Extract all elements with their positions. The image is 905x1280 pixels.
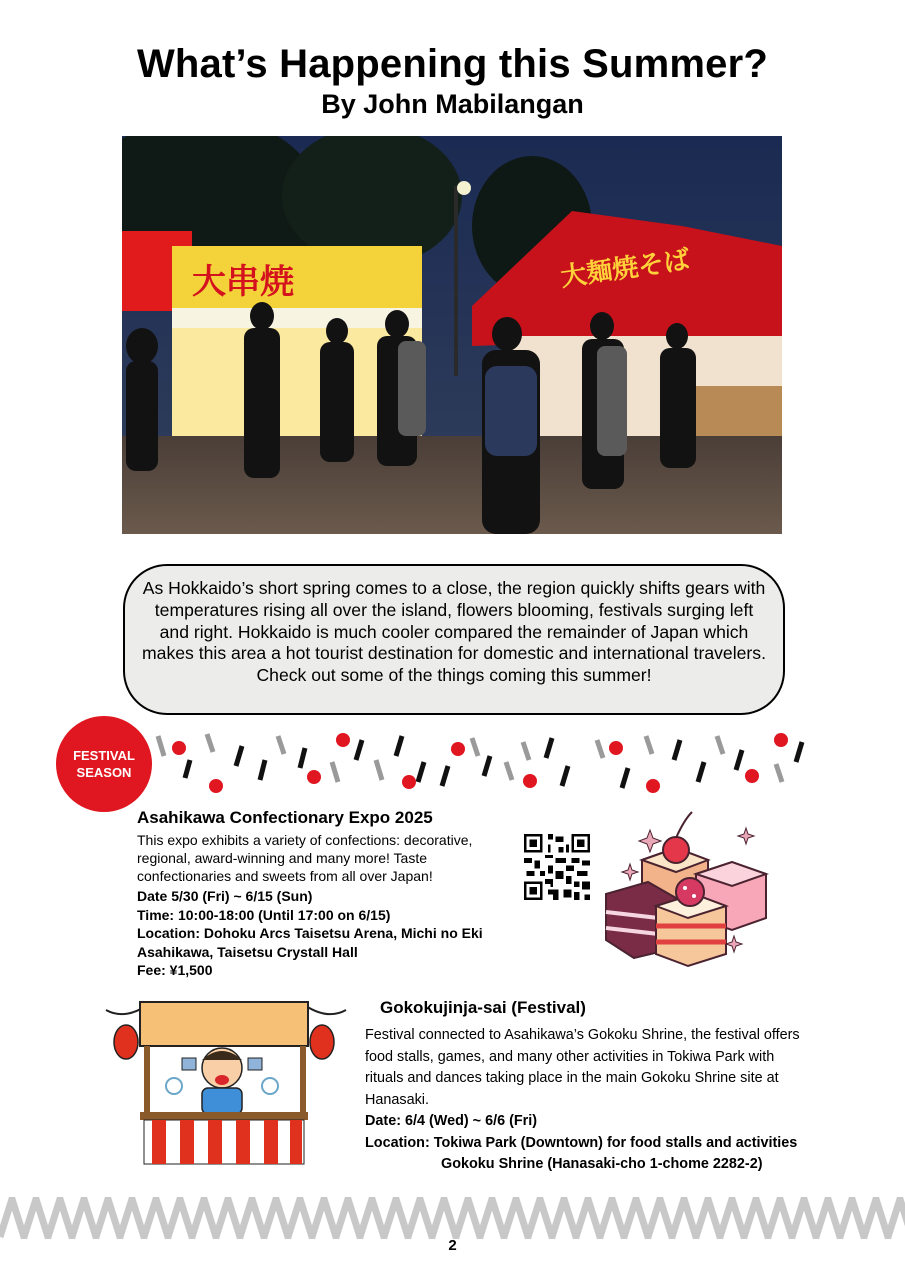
- author-byline: By John Mabilangan: [321, 89, 584, 119]
- festival-date: Date: 6/4 (Wed) ~ 6/6 (Fri): [365, 1113, 538, 1129]
- qr-code[interactable]: [524, 834, 590, 900]
- festival-description-line: food stalls, games, and many other activities in Tokiwa Park with: [365, 1048, 775, 1065]
- expo-location-line1: Location: Dohoku Arcs Taisetsu Arena, Michi no Eki: [137, 925, 483, 941]
- expo-description-line: confectionaries and sweets from all over Japan!: [137, 868, 433, 884]
- festival-location-line1: Location: Tokiwa Park (Downtown) for food stalls and activities: [365, 1134, 798, 1151]
- expo-date: Date 5/30 (Fri) ~ 6/15 (Sun): [137, 888, 313, 904]
- sweets-illustration: [596, 808, 776, 970]
- intro-line: Check out some of the things coming this summer!: [256, 665, 652, 686]
- expo-location-line2: Asahikawa, Taisetsu Crystall Hall: [137, 943, 358, 960]
- expo-description-line: regional, award-winning and many more! Taste: [137, 850, 428, 866]
- zigzag-footer-decoration: [0, 1197, 905, 1239]
- festival-description-line: Festival connected to Asahikawa’s Gokoku Shrine, the festival offers: [365, 1027, 800, 1043]
- festival-title: Gokokujinja-sai (Festival): [380, 998, 586, 1017]
- food-stall-illustration: [104, 1000, 348, 1166]
- right-stall-sign: 大麺焼そば: [558, 245, 692, 293]
- expo-details: [137, 887, 527, 980]
- confetti-decoration: [150, 726, 820, 798]
- festival-description-line: Hanasaki.: [365, 1091, 429, 1108]
- intro-line: temperatures rising all over the island, flowers blooming, festivals surging left: [154, 599, 754, 620]
- page-number: 2: [448, 1237, 457, 1254]
- badge-line2: SEASON: [76, 765, 132, 780]
- festival-location-line2: Gokoku Shrine (Hanasaki-cho 1-chome 2282-2): [441, 1156, 763, 1172]
- intro-line: and right. Hokkaido is much cooler compared the remainder of Japan which: [159, 621, 749, 642]
- expo-title: Asahikawa Confectionary Expo 2025: [137, 808, 433, 827]
- festival-photo: [122, 136, 782, 534]
- page-title: What’s Happening this Summer?: [136, 42, 769, 86]
- intro-callout: [123, 564, 785, 715]
- festival-description-line: rituals and dances taking place in the main Gokoku Shrine site at: [365, 1070, 779, 1086]
- expo-fee: Fee: ¥1,500: [137, 962, 213, 978]
- left-stall-sign: 大串焼: [192, 262, 294, 302]
- intro-line: As Hokkaido’s short spring comes to a close, the region quickly shifts gears with: [142, 578, 766, 598]
- festival-description: [365, 1025, 835, 1111]
- festival-details: [365, 1111, 835, 1176]
- expo-description: [137, 831, 527, 885]
- festival-season-badge: [56, 716, 152, 812]
- zigzag-line: [0, 1199, 905, 1237]
- expo-section: [137, 807, 527, 980]
- badge-line1: FESTIVAL: [73, 748, 135, 763]
- expo-time: Time: 10:00-18:00 (Until 17:00 on 6/15): [137, 906, 391, 923]
- expo-description-line: This expo exhibits a variety of confections: decorative,: [137, 832, 473, 848]
- intro-line: makes this area a hot tourist destination for domestic and international travelers.: [142, 643, 766, 664]
- festival-section: [365, 996, 835, 1176]
